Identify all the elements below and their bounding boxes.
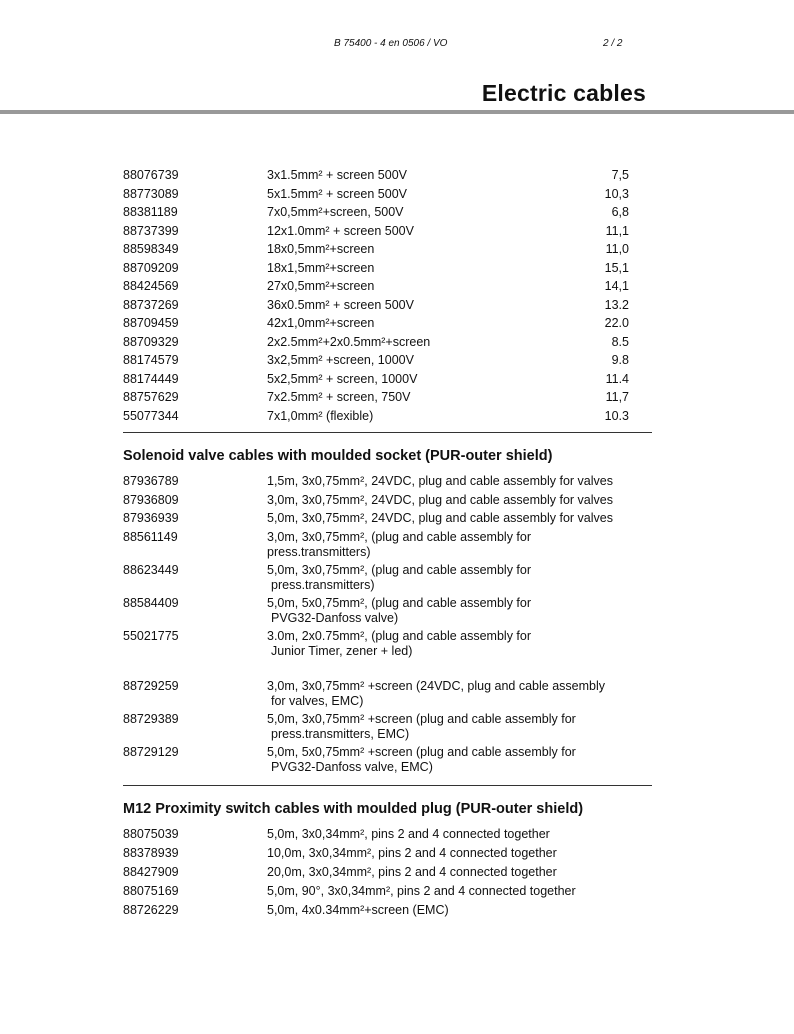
part-number: 88075169 (123, 884, 179, 898)
cable-value: 14,1 (604, 279, 629, 293)
cable-description: 7x0,5mm²+screen, 500V (267, 205, 404, 219)
section-divider (123, 785, 652, 786)
document-reference: B 75400 - 4 en 0506 / VO (334, 38, 448, 49)
cable-description: 5,0m, 5x0,75mm², (plug and cable assembly for (267, 595, 532, 610)
cable-value: 7,5 (611, 168, 629, 182)
cable-description: 12x1.0mm² + screen 500V (267, 223, 414, 238)
cable-value: 6,8 (611, 205, 629, 219)
table-row (123, 903, 653, 922)
section-divider (123, 432, 652, 433)
solenoid-cables-table (123, 474, 653, 778)
part-number: 88709459 (123, 316, 179, 330)
cable-description-continued: press.transmitters) (271, 577, 375, 592)
part-number: 88584409 (123, 595, 179, 610)
part-number: 88737399 (123, 223, 179, 238)
table-row (123, 261, 653, 280)
cable-description: 3,0m, 3x0,75mm² +screen (24VDC, plug and cable assembly (267, 678, 606, 693)
table-row (123, 865, 653, 884)
cable-description-continued: Junior Timer, zener + led) (271, 643, 413, 658)
part-number: 88729389 (123, 711, 179, 726)
cable-description: 7x1,0mm² (flexible) (267, 408, 374, 423)
cable-description: 18x0,5mm²+screen (267, 242, 375, 256)
part-number: 55077344 (123, 408, 179, 423)
cable-description: 3,0m, 3x0,75mm², 24VDC, plug and cable assembly for valves (267, 492, 613, 507)
cable-description: 5,0m, 90°, 3x0,34mm², pins 2 and 4 connected together (267, 884, 576, 898)
cable-description: 5x2,5mm² + screen, 1000V (267, 371, 418, 386)
part-number: 88076739 (123, 168, 179, 182)
part-number: 88726229 (123, 903, 179, 917)
part-number: 88381189 (123, 205, 178, 219)
table-row (123, 187, 653, 206)
cable-description: 5,0m, 3x0,75mm², 24VDC, plug and cable assembly for valves (267, 511, 613, 525)
table-row (123, 168, 653, 187)
table-row (123, 493, 653, 512)
cable-value: 10,3 (604, 186, 629, 201)
cable-description: 20,0m, 3x0,34mm², pins 2 and 4 connected together (267, 865, 557, 879)
part-number: 88378939 (123, 846, 179, 860)
cable-value: 9.8 (611, 353, 629, 367)
table-row (123, 884, 653, 903)
cable-value: 22.0 (604, 316, 629, 330)
cable-description: 5,0m, 3x0,34mm², pins 2 and 4 connected together (267, 827, 550, 841)
part-number: 88709209 (123, 260, 179, 275)
cable-description: 3,0m, 3x0,75mm², (plug and cable assembly for (267, 529, 532, 544)
cable-description: 1,5m, 3x0,75mm², 24VDC, plug and cable assembly for valves (267, 474, 613, 488)
part-number: 88757629 (123, 390, 179, 404)
part-number: 55021775 (123, 628, 179, 643)
cable-description: 3x2,5mm² +screen, 1000V (267, 353, 414, 367)
cable-value: 11,7 (605, 390, 629, 404)
part-number: 87936789 (123, 474, 179, 488)
table-row (123, 712, 653, 745)
electric-cables-table (123, 168, 653, 427)
cable-description: 5,0m, 3x0,75mm² +screen (plug and cable assembly for (267, 711, 576, 726)
table-row (123, 596, 653, 629)
cable-value: 15,1 (604, 260, 629, 275)
m12-section-title: M12 Proximity switch cables with moulded plug (PUR-outer shield) (123, 801, 584, 817)
table-row (123, 679, 653, 712)
table-row (123, 846, 653, 865)
cable-description-continued: press.transmitters, EMC) (271, 726, 410, 741)
part-number: 88598349 (123, 242, 179, 256)
solenoid-section-title: Solenoid valve cables with moulded socket (PUR-outer shield) (123, 448, 553, 464)
cable-value: 11.4 (605, 371, 629, 386)
part-number: 88174579 (123, 353, 179, 367)
table-row (123, 242, 653, 261)
part-number: 88174449 (123, 371, 179, 386)
cable-description-continued: press.transmitters) (267, 544, 371, 559)
cable-description: 5,0m, 3x0,75mm², (plug and cable assembly for (267, 562, 532, 577)
part-number: 88729129 (123, 744, 179, 759)
title-divider (0, 110, 794, 114)
part-number: 88561149 (123, 529, 178, 544)
part-number: 88623449 (123, 562, 179, 577)
cable-description: 5x1.5mm² + screen 500V (267, 186, 407, 201)
part-number: 88773089 (123, 186, 179, 201)
table-row (123, 298, 653, 317)
cable-value: 11,0 (605, 242, 629, 256)
cable-value: 11,1 (605, 223, 629, 238)
cable-description: 27x0,5mm²+screen (267, 279, 375, 293)
page-number: 2 / 2 (603, 38, 623, 49)
table-row (123, 474, 653, 493)
table-row (123, 563, 653, 596)
table-row (123, 745, 653, 778)
table-row (123, 629, 653, 679)
part-number: 87936939 (123, 511, 179, 525)
table-row (123, 372, 653, 391)
table-row (123, 409, 653, 428)
m12-cables-table (123, 827, 653, 922)
cable-description: 5,0m, 4x0.34mm²+screen (EMC) (267, 903, 449, 917)
table-row (123, 353, 653, 372)
table-row (123, 511, 653, 530)
table-row (123, 316, 653, 335)
table-row (123, 205, 653, 224)
cable-description-continued: for valves, EMC) (271, 693, 364, 708)
cable-description-continued: PVG32-Danfoss valve, EMC) (271, 759, 433, 774)
table-row (123, 224, 653, 243)
part-number: 88427909 (123, 865, 179, 879)
cable-description: 18x1,5mm²+screen (267, 260, 375, 275)
cable-value: 13.2 (604, 297, 629, 312)
cable-description: 5,0m, 5x0,75mm² +screen (plug and cable assembly for (267, 744, 576, 759)
cable-description: 10,0m, 3x0,34mm², pins 2 and 4 connected together (267, 846, 557, 860)
table-row (123, 335, 653, 354)
cable-description: 3x1.5mm² + screen 500V (267, 168, 407, 182)
page-title: Electric cables (481, 80, 646, 106)
cable-description: 7x2.5mm² + screen, 750V (267, 390, 411, 404)
part-number: 88737269 (123, 297, 179, 312)
cable-description: 42x1,0mm²+screen (267, 316, 375, 330)
cable-description: 3.0m, 2x0.75mm², (plug and cable assembly for (267, 628, 532, 643)
cable-value: 10.3 (604, 408, 629, 423)
part-number: 88424569 (123, 279, 179, 293)
table-row (123, 279, 653, 298)
cable-description-continued: PVG32-Danfoss valve) (271, 610, 399, 625)
table-row (123, 390, 653, 409)
table-row (123, 827, 653, 846)
part-number: 88729259 (123, 678, 179, 693)
part-number: 88709329 (123, 334, 179, 349)
cable-description: 2x2.5mm²+2x0.5mm²+screen (267, 334, 431, 349)
part-number: 87936809 (123, 492, 179, 507)
cable-value: 8.5 (611, 334, 629, 349)
table-row (123, 530, 653, 563)
part-number: 88075039 (123, 827, 179, 841)
cable-description: 36x0.5mm² + screen 500V (267, 297, 414, 312)
